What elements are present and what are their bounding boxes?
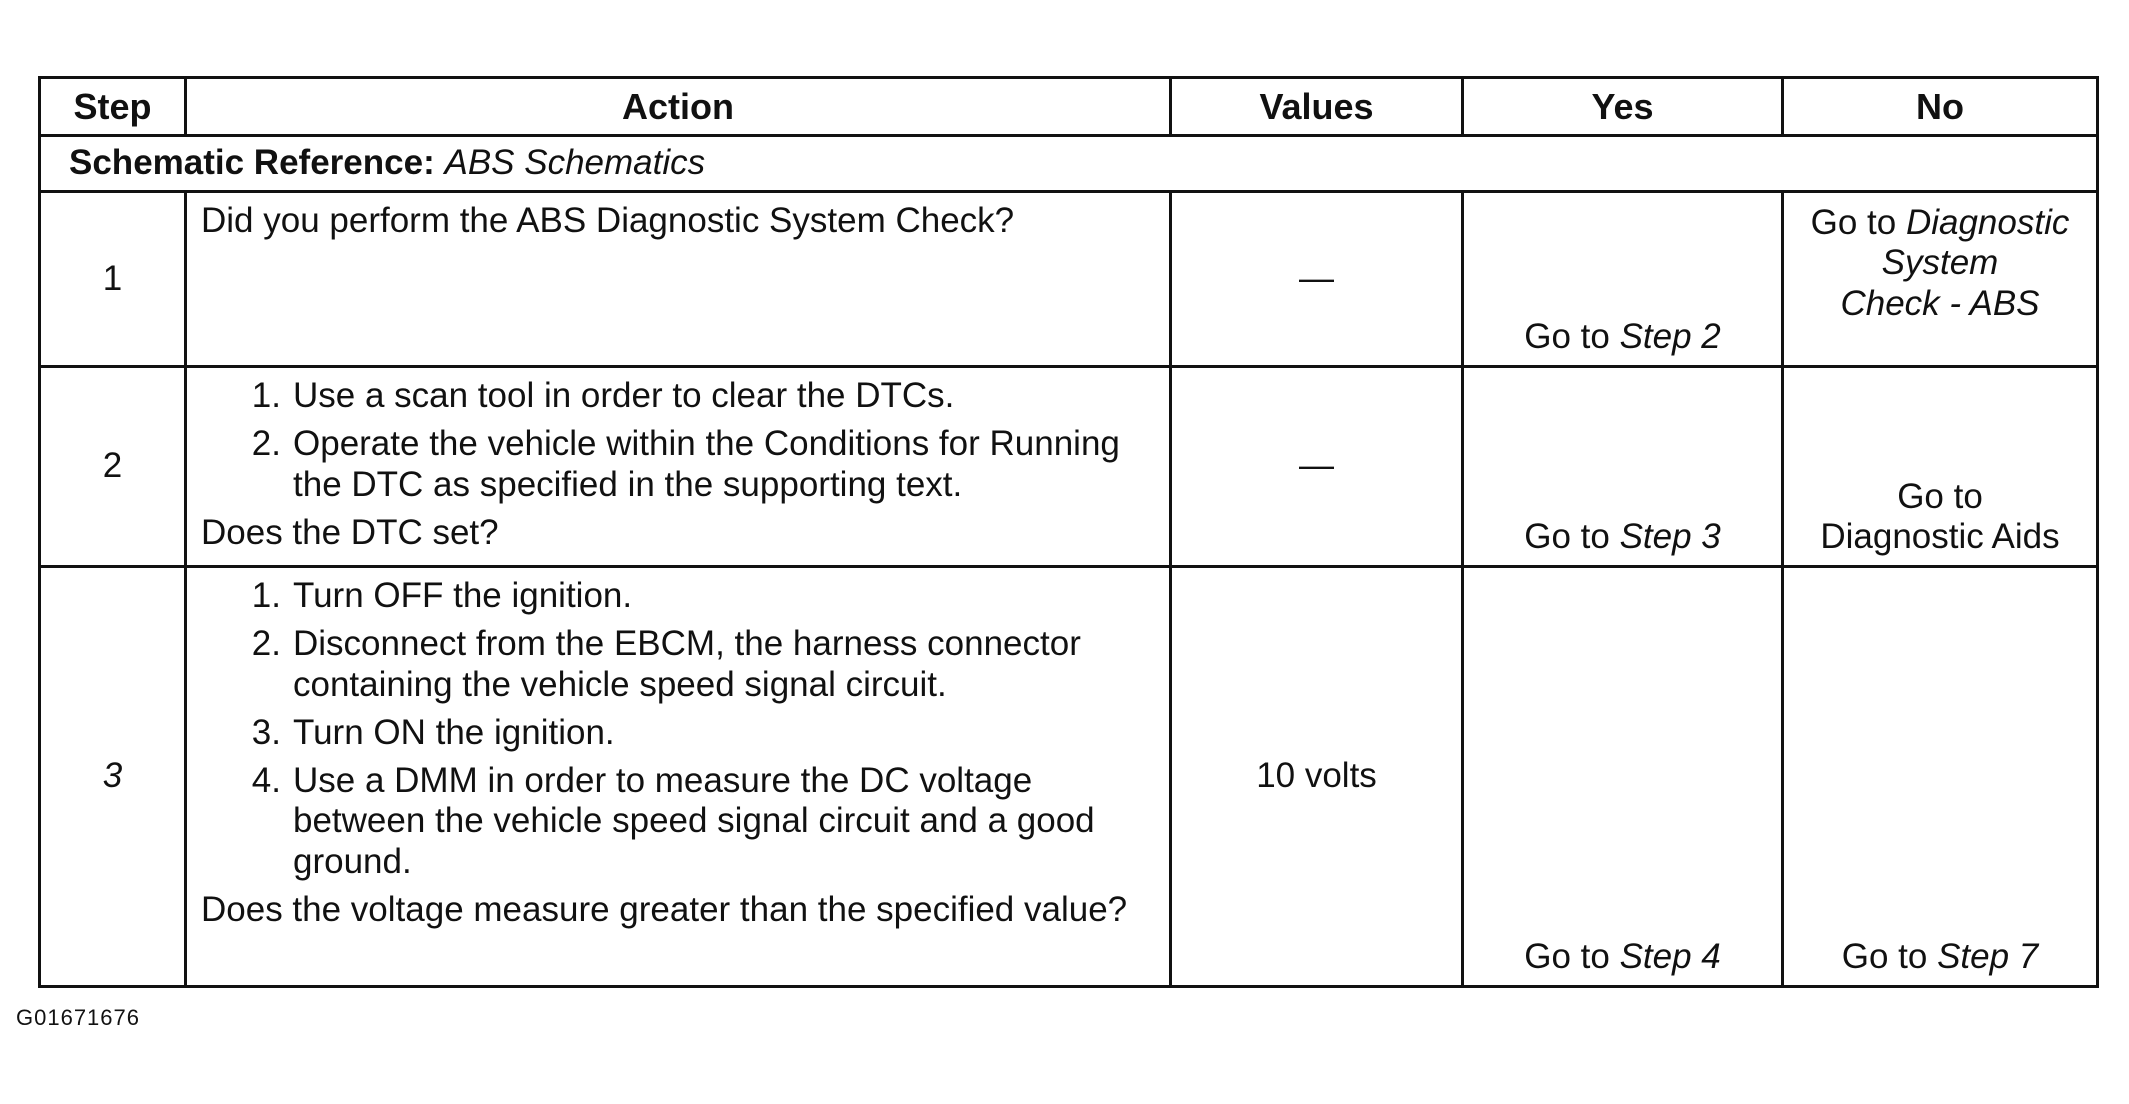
value-cell: — (1171, 367, 1463, 567)
action-item-text: Operate the vehicle within the Conditions for Running the DTC as specified in the supporting text. (293, 424, 1120, 504)
yes-cell (1463, 567, 1783, 987)
yes-cell (1463, 192, 1783, 367)
action-item (201, 376, 1155, 416)
step-number: 1 (40, 192, 186, 367)
action-item (201, 761, 1155, 882)
action-item (201, 624, 1155, 705)
no-goto[interactable] (1784, 193, 2096, 324)
step-number: 2 (40, 367, 186, 567)
diagnostic-system-check-link[interactable]: Check - ABS (1840, 283, 2040, 323)
no-cell (1783, 367, 2098, 567)
goto-prefix: Go to (1524, 516, 1620, 556)
schematic-reference-link[interactable]: ABS Schematics (444, 143, 706, 183)
step-link[interactable]: Step 3 (1619, 516, 1721, 556)
action-cell (186, 367, 1171, 567)
goto-prefix: Go to (1524, 936, 1620, 976)
step-link[interactable]: Step 2 (1619, 316, 1721, 356)
action-item (201, 713, 1155, 753)
value-cell: — (1171, 192, 1463, 367)
no-cell (1783, 567, 2098, 987)
figure-id: G01671676 (16, 1005, 140, 1030)
diagnostic-aids-link[interactable]: Diagnostic Aids (1820, 516, 2060, 556)
schematic-reference-label: Schematic Reference: (69, 143, 435, 183)
header-yes: Yes (1463, 78, 1783, 136)
action-question: Did you perform the ABS Diagnostic System Check? (201, 201, 1015, 240)
yes-goto[interactable] (1464, 317, 1781, 357)
action-cell (186, 192, 1171, 367)
header-no: No (1783, 78, 2098, 136)
header-step: Step (40, 78, 186, 136)
goto-prefix: Go to (1897, 476, 1983, 516)
goto-prefix: Go to (1524, 316, 1620, 356)
step-number: 3 (40, 567, 186, 987)
header-action: Action (186, 78, 1171, 136)
no-goto[interactable] (1784, 477, 2096, 558)
action-item-number: 1. (251, 576, 281, 615)
step-link[interactable]: Step 4 (1619, 936, 1721, 976)
diagnostic-system-check-link[interactable]: Diagnostic (1905, 203, 2070, 242)
diagnostic-table (38, 76, 2099, 988)
action-list (201, 376, 1155, 505)
action-item-number: 1. (251, 376, 281, 415)
diagnostic-system-check-link[interactable]: System (1881, 243, 1999, 283)
action-question: Does the voltage measure greater than the specified value? (201, 889, 1128, 929)
no-cell (1783, 192, 2098, 367)
action-list (201, 576, 1155, 882)
schematic-reference (40, 136, 2098, 192)
action-item-text: Disconnect from the EBCM, the harness connector containing the vehicle speed signal circuit. (293, 624, 1081, 704)
yes-goto[interactable] (1464, 937, 1781, 977)
table-row-step-2 (40, 367, 2098, 567)
goto-prefix: Go to (1841, 936, 1938, 976)
action-item-number: 2. (251, 624, 281, 664)
action-item-number: 2. (251, 424, 281, 464)
action-item-text: Use a DMM in order to measure the DC voltage between the vehicle speed signal circuit and a good ground. (293, 761, 1095, 881)
action-item-text: Turn OFF the ignition. (293, 576, 633, 615)
action-item-text: Use a scan tool in order to clear the DTCs. (293, 376, 955, 415)
value-cell: 10 volts (1171, 567, 1463, 987)
action-item-number: 3. (251, 712, 281, 752)
yes-cell (1463, 367, 1783, 567)
action-question: Does the DTC set? (201, 512, 499, 552)
table-row-step-1 (40, 192, 2098, 367)
action-item-number: 4. (251, 761, 281, 800)
header-row (40, 78, 2098, 136)
table-row-step-3 (40, 567, 2098, 987)
no-goto[interactable] (1784, 937, 2096, 977)
action-cell (186, 567, 1171, 987)
action-item (201, 576, 1155, 616)
step-link[interactable]: Step 7 (1937, 936, 2039, 976)
yes-goto[interactable] (1464, 517, 1781, 557)
action-item-text: Turn ON the ignition. (293, 712, 615, 752)
goto-prefix: Go to (1810, 203, 1906, 242)
action-item (201, 424, 1155, 505)
schematic-reference-row (40, 136, 2098, 192)
header-values: Values (1171, 78, 1463, 136)
